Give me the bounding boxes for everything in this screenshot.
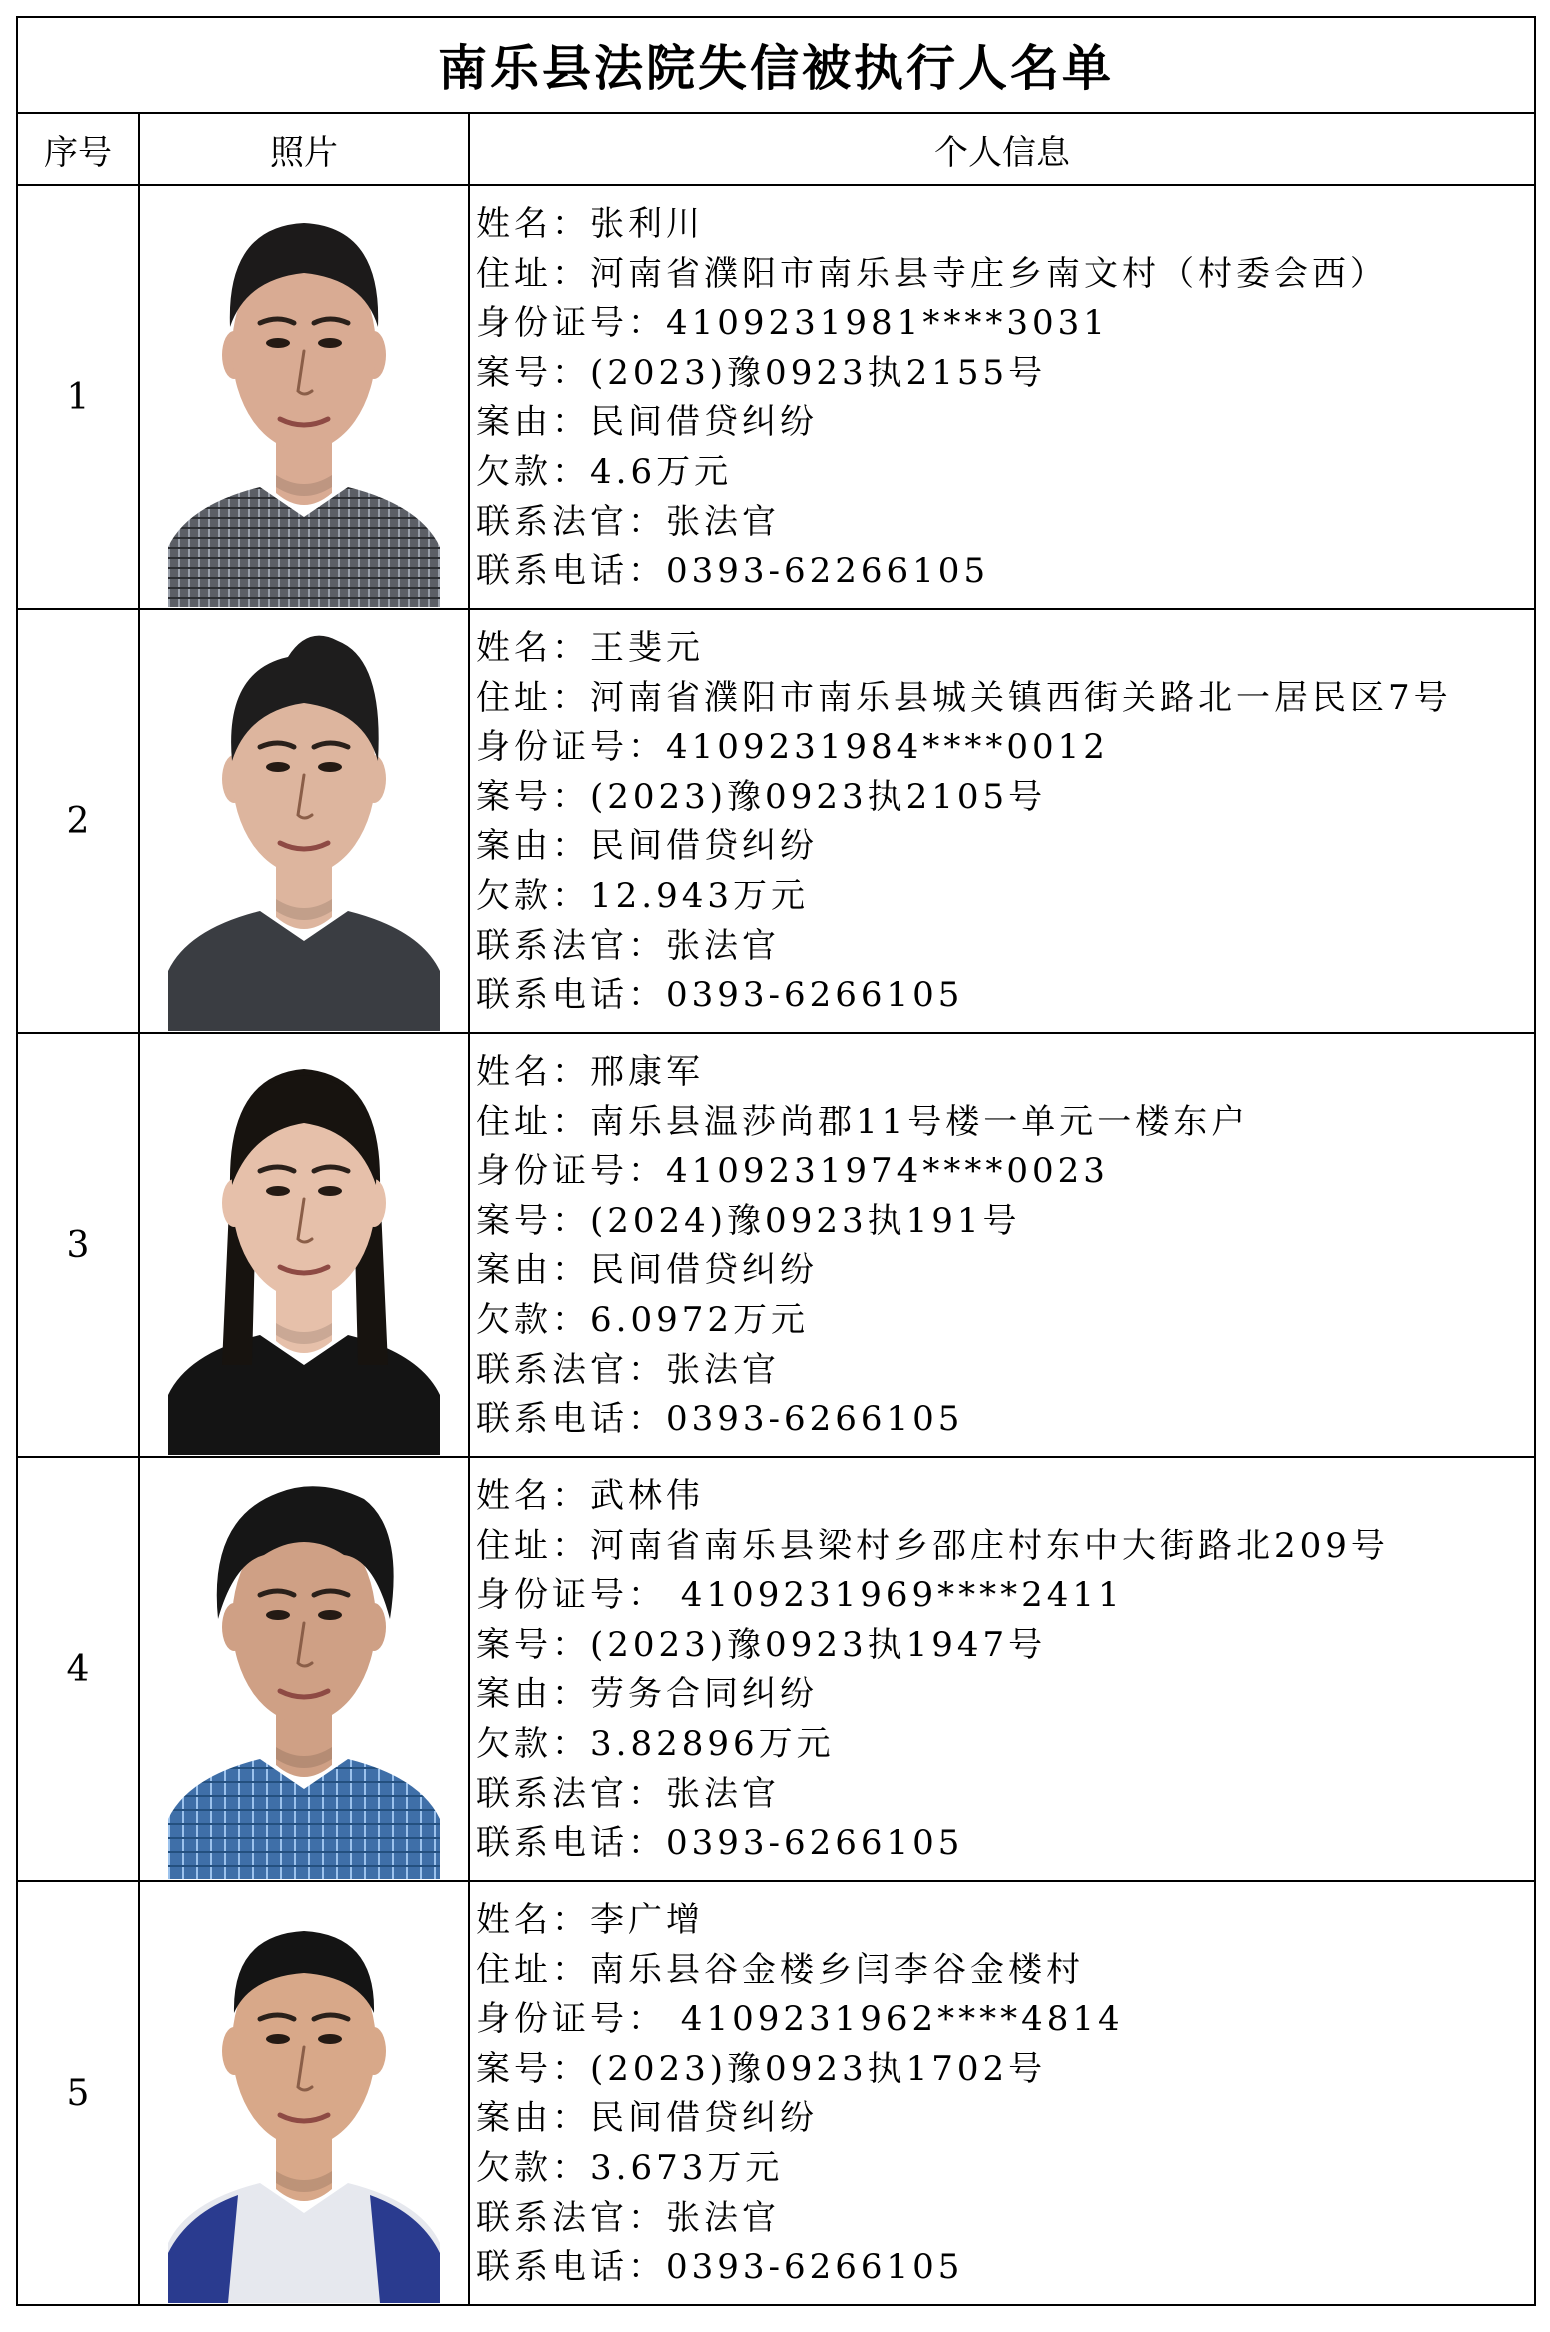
info-name: 姓名：武林伟: [476, 1476, 704, 1516]
record-info-lines: [476, 1458, 1534, 1869]
column-header-photo: 照片: [139, 113, 469, 185]
record-seq: 5: [17, 1881, 139, 2305]
record-photo-cell: [139, 1457, 469, 1881]
info-name: 姓名：李广增: [476, 1900, 704, 1940]
info-case-number: 案号：(2023)豫0923执2105号: [476, 776, 1047, 817]
info-phone: 联系电话：0393-6266105: [476, 2247, 964, 2288]
record-info-cell: [469, 1457, 1535, 1881]
info-name: 姓名：张利川: [476, 204, 704, 244]
info-debt: 欠款：6.0972万元: [476, 1299, 809, 1340]
record-photo-cell: [139, 1033, 469, 1457]
info-id-number: 身份证号：4109231984****0012: [476, 727, 1109, 768]
record-photo-cell: [139, 185, 469, 609]
table-row: [17, 1881, 1535, 2305]
info-phone: 联系电话：0393-6266105: [476, 1399, 964, 1440]
info-case-number: 案号：(2023)豫0923执1947号: [476, 1624, 1047, 1665]
table-row: [17, 609, 1535, 1033]
record-info-cell: [469, 1033, 1535, 1457]
info-address: 住址：南乐县温莎尚郡11号楼一单元一楼东户: [476, 1101, 1250, 1142]
info-address: 住址：河南省濮阳市南乐县城关镇西街关路北一居民区7号: [476, 677, 1452, 718]
header-row: [17, 113, 1535, 185]
info-debt: 欠款：3.82896万元: [476, 1723, 835, 1764]
info-case-number: 案号：(2023)豫0923执1702号: [476, 2048, 1047, 2089]
table-row: [17, 185, 1535, 609]
info-judge: 联系法官：张法官: [476, 925, 780, 966]
info-address: 住址：河南省南乐县梁村乡邵庄村东中大街路北209号: [476, 1525, 1389, 1566]
record-info-lines: [476, 1882, 1534, 2293]
person-portrait: [168, 1035, 440, 1455]
info-case-cause: 案由：劳务合同纠纷: [476, 1674, 818, 1715]
info-address: 住址：河南省濮阳市南乐县寺庄乡南文村（村委会西）: [476, 253, 1388, 294]
info-case-cause: 案由：民间借贷纠纷: [476, 1250, 818, 1291]
page-title: 南乐县法院失信被执行人名单: [17, 17, 1535, 113]
info-judge: 联系法官：张法官: [476, 1773, 780, 1814]
record-seq: 2: [17, 609, 139, 1033]
info-phone: 联系电话：0393-6266105: [476, 975, 964, 1016]
info-address: 住址：南乐县谷金楼乡闫李谷金楼村: [476, 1949, 1084, 1990]
info-judge: 联系法官：张法官: [476, 1349, 780, 1390]
info-phone: 联系电话：0393-62266105: [476, 551, 990, 592]
record-photo-cell: [139, 1881, 469, 2305]
table-row: [17, 1033, 1535, 1457]
defaulter-table: [16, 16, 1536, 2306]
record-info-lines: [476, 610, 1534, 1021]
person-portrait: [168, 1459, 440, 1879]
info-judge: 联系法官：张法官: [476, 501, 780, 542]
info-judge: 联系法官：张法官: [476, 2197, 780, 2238]
info-case-cause: 案由：民间借贷纠纷: [476, 402, 818, 443]
record-info-lines: [476, 1034, 1534, 1445]
record-seq: 3: [17, 1033, 139, 1457]
person-portrait: [168, 1883, 440, 2303]
info-id-number: 身份证号：4109231974****0023: [476, 1151, 1109, 1192]
info-id-number: 身份证号： 4109231962****4814: [476, 1999, 1124, 2040]
info-case-cause: 案由：民间借贷纠纷: [476, 826, 818, 867]
record-info-lines: [476, 186, 1534, 597]
record-info-cell: [469, 185, 1535, 609]
info-phone: 联系电话：0393-6266105: [476, 1823, 964, 1864]
person-portrait: [168, 611, 440, 1031]
records-body: [17, 185, 1535, 2305]
info-case-number: 案号：(2023)豫0923执2155号: [476, 352, 1047, 393]
info-id-number: 身份证号： 4109231969****2411: [476, 1575, 1124, 1616]
info-id-number: 身份证号：4109231981****3031: [476, 303, 1109, 344]
title-row: [17, 17, 1535, 113]
info-name: 姓名：邢康军: [476, 1052, 704, 1092]
info-name: 姓名：王斐元: [476, 628, 704, 668]
info-case-cause: 案由：民间借贷纠纷: [476, 2098, 818, 2139]
info-debt: 欠款：4.6万元: [476, 451, 733, 492]
info-debt: 欠款：3.673万元: [476, 2147, 784, 2188]
document-sheet: [16, 16, 1534, 2316]
record-photo-cell: [139, 609, 469, 1033]
column-header-info: 个人信息: [469, 113, 1535, 185]
record-seq: 1: [17, 185, 139, 609]
info-debt: 欠款：12.943万元: [476, 875, 809, 916]
info-case-number: 案号：(2024)豫0923执191号: [476, 1200, 1021, 1241]
record-info-cell: [469, 1881, 1535, 2305]
record-seq: 4: [17, 1457, 139, 1881]
person-portrait: [168, 187, 440, 607]
table-row: [17, 1457, 1535, 1881]
column-header-seq: 序号: [17, 113, 139, 185]
record-info-cell: [469, 609, 1535, 1033]
